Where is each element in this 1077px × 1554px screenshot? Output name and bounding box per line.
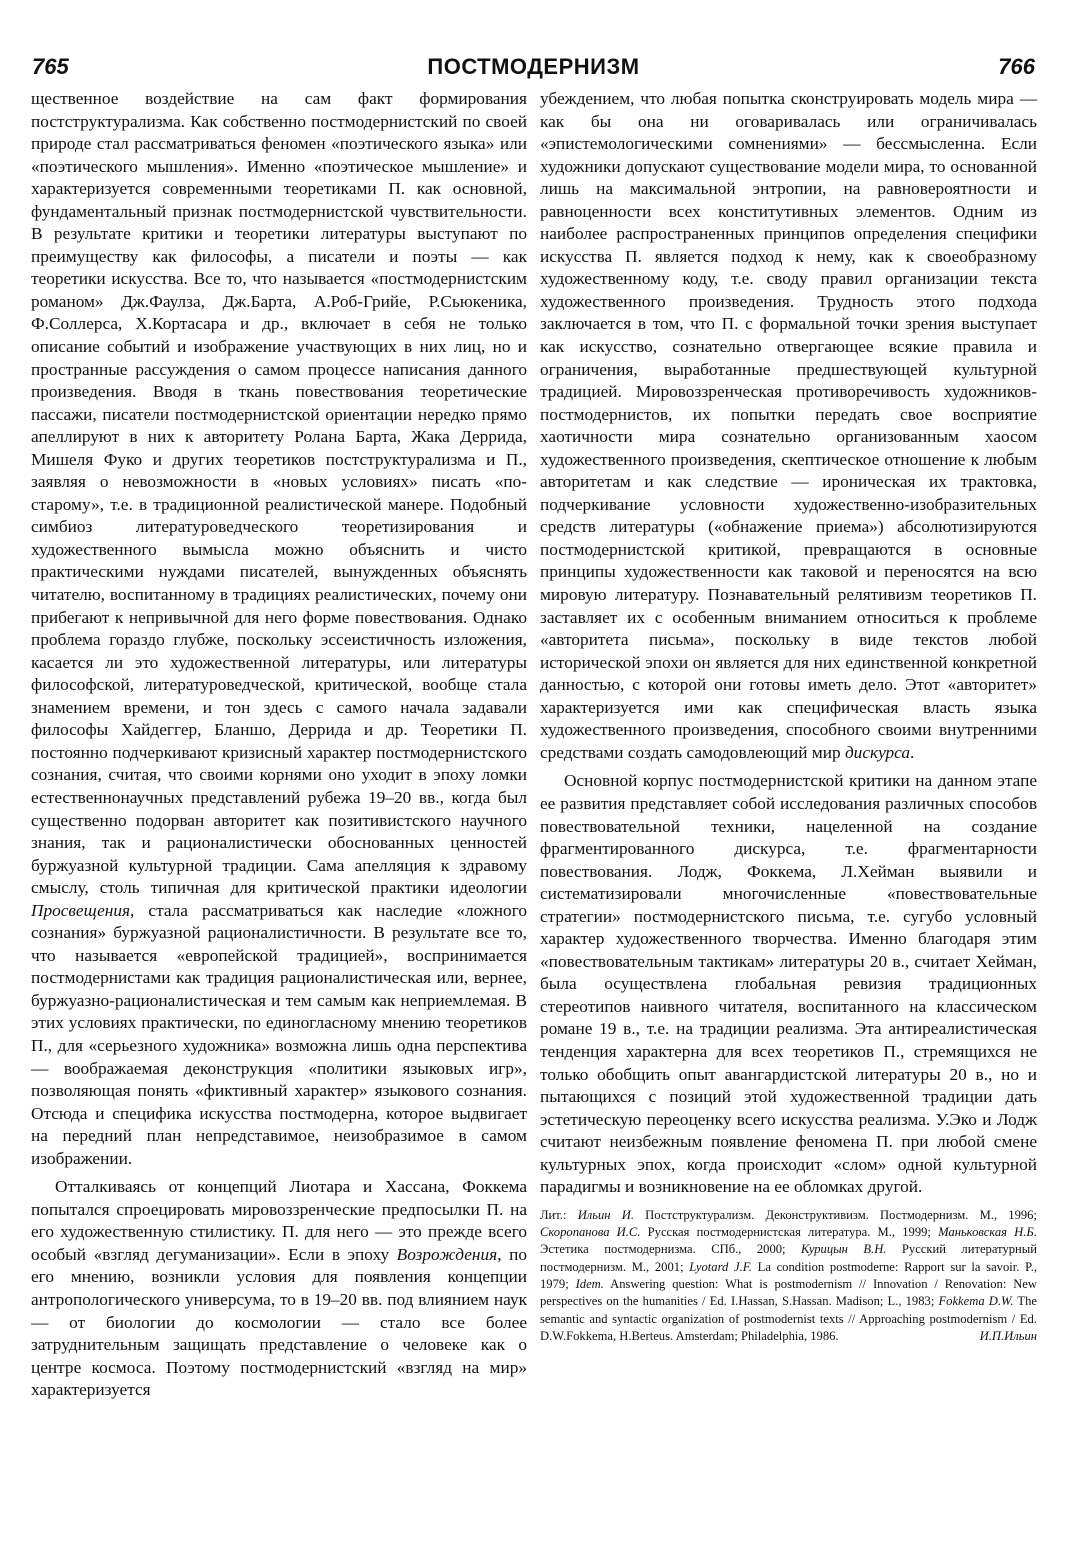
author-signature: И.П.Ильин xyxy=(979,1328,1037,1343)
lit-author-1: Ильин И. xyxy=(577,1207,634,1222)
right-p2-text: Основной корпус постмодернистской критики на данном этапе ее развития представляет собой исследования различных способов повествовательной техники, нацеленной на создание фрагментированного дискурса, т.е. фрагментарности повествования. Лодж, Фоккема, Л.Хейман выявили и систематизировали многочисленные «повествовательные стратегии» постмодернистского письма, т.е. сугубо условный характер художественного творчества. Именно благодаря этим «повествовательным тактикам» литературы 20 в., считает Хейман, была осуществлена глобальная ревизия традиционных стереотипов наивного читателя, воспитанного на классическом романе 19 в., т.е. на традиции реализма. Эта антиреалистическая тенденция характерна для всех теоретиков П., стремящихся не только обобщить опыт авангардистской литературы 20 в., но и пытающихся с позиций этой художественной традиции дать эстетическую переоценку всего искусства реализма. У.Эко и Лодж считают неизбежным появление феномена П. при любой смене культурных эпох, когда происходит «слом» одной культурной парадигмы и возникновение на ее обломках другой. xyxy=(540,771,1037,1197)
left-p2-tail: , по его мнению, возникли условия для появления концепции антропологического универсума, то в 19–20 вв. под влиянием наук — от биологии до космологии — стало все более затруднительным защищать представление о человеке как о центре космоса. Поэтому постмодернистский «взгляд на мир» характеризуется xyxy=(31,1244,527,1400)
page-number-left: 765 xyxy=(32,54,69,79)
lit-author-2: Скоропанова И.С. xyxy=(540,1225,641,1240)
page-number-right: 766 xyxy=(998,54,1035,79)
lit-author-3: Маньковская Н.Б. xyxy=(938,1225,1037,1240)
lit-author-6: Idem. xyxy=(575,1276,604,1291)
right-column xyxy=(540,88,1037,1345)
lit-ref-5: La condition postmoderne: Rapport sur la savoir. P., 1979; xyxy=(540,1259,1037,1291)
lit-author-5: Lyotard J.F. xyxy=(689,1259,752,1274)
left-paragraph-1 xyxy=(31,88,527,1170)
right-p1-text: убеждением, что любая попытка сконструировать модель мира — как бы она ни оговаривалась или ограничивалась «эпистемологическими сомнениями» — бессмысленна. Если художники допускают существование модели мира, то основанной лишь на максимальной энтропии, на равновероятности и равноценности всех конститутивных элементов. Одним из наиболее распространенных принципов определения специфики искусства П. является подход к нему, как к своеобразному художественному коду, т.е. своду правил организации текста художественного произведения. Трудность этого подхода заключается в том, что П. с формальной точки зрения выступает как искусство, сознательно отвергающее всякие правила и ограничения, выработанные предшествующей культурной традицией. Мировоззренческая противоречивость художников-постмодернистов, их попытки передать свое восприятие хаотичности мира сознательно организованным хаосом художественного произведения, скептическое отношение к любым авторитетам и как следствие — ироническая их трактовка, подчеркивание условности художественно-изобразительных средств литературы («обнажение приема») абсолютизируются постмодернистской критикой, превращаются в основные принципы художественности как таковой и переносятся на всю мировую литературу. Познавательный релятивизм теоретиков П. заставляет их с особенным вниманием относиться к проблеме «авторитета письма», поскольку в виде текстов любой исторической эпохи он является для них единственной конкретной данностью, с которой они готовы иметь дело. Этот «авторитет» характеризуется ими как специфическая власть языка художественного произведения, способного своими внутренними средствами создать самодовлеющий мир xyxy=(540,89,1037,762)
lit-ref-7: The semantic and syntactic organization of postmodernist texts // Approaching postmodernism / Ed. D.W.Fokkema, H.Berteus. Amsterdam; Philadelphia, 1986. xyxy=(540,1294,1037,1343)
lit-ref-6: Answering question: What is postmodernism // Innovation / Renovation: New perspectives on the humanities / Ed. I.Hassan, S.Hassan. Madison; L., 1983; xyxy=(540,1276,1037,1309)
lit-author-4: Курицын В.Н. xyxy=(801,1242,887,1257)
left-paragraph-2 xyxy=(31,1176,527,1401)
left-p1-emphasis: Просвещения xyxy=(31,900,130,920)
lit-ref-4: Русский литературный постмодернизм. М., 2001; xyxy=(540,1242,1037,1274)
literature-references xyxy=(540,1207,1037,1345)
lit-author-7: Fokkema D.W. xyxy=(938,1294,1014,1309)
running-title: ПОСТМОДЕРНИЗМ xyxy=(427,54,640,79)
lit-label: Лит.: xyxy=(540,1207,578,1222)
right-p1-tail: . xyxy=(910,742,915,762)
right-p1-emphasis: дискурса xyxy=(844,742,911,762)
left-p1-tail: , стала рассматриваться как наследие «ложного сознания» буржуазной рационалистичности. В результате все то, что называется «европейской традицией», воспринимается постмодернистами как традиция рационалистическая или, вернее, буржуазно-рационалистическая и тем самым как неприемлемая. В этих условиях практически, по единогласному мнению теоретиков П., для «серьезного художника» возможна лишь одна перспектива — воображаемая деконструкция «политики языковых игр», позволяющая понять «фиктивный характер» языкового сознания. Отсюда и специфика искусства постмодерна, которое выдвигает на передний план непредставимое, неизобразимое в самом изображении. xyxy=(31,900,527,1168)
lit-ref-2: Русская постмодернистская литература. М., 1999; xyxy=(640,1225,939,1240)
lit-ref-1: Постструктурализм. Деконструктивизм. Постмодернизм. М., 1996; xyxy=(633,1207,1037,1222)
left-p2-emphasis: Возрождения xyxy=(396,1244,498,1264)
lit-ref-3: Эстетика постмодернизма. СПб., 2000; xyxy=(540,1242,801,1257)
left-p2-text: Отталкиваясь от концепций Лиотара и Хассана, Фоккема попытался спроецировать мировоззренческие предпосылки П. на его художественную стилистику. П. для него — это прежде всего особый «взгляд дегуманизации». Если в эпоху xyxy=(31,1177,527,1264)
right-paragraph-1 xyxy=(540,88,1037,764)
running-header xyxy=(32,52,1035,86)
left-column xyxy=(31,88,527,1402)
left-p1-text: щественное воздействие на сам факт формирования постструктурализма. Как собственно постмодернистский по своей природе стал рассматриваться феномен «поэтического языка» или «поэтического мышления». Именно «поэтическое мышление» и характеризуется современными теоретиками П. как основной, фундаментальный признак постмодернистской чувствительности. В результате критики и теоретики литературы выступают по преимуществу как философы, а писатели и поэты — как теоретики искусства. Все то, что называется «постмодернистским романом» Дж.Фаулза, Дж.Барта, А.Роб-Грийе, Р.Сьюкеника, Ф.Соллерса, Х.Кортасара и др., включает в себя не только описание событий и изображение участвующих в них лиц, но и пространные рассуждения о самом процессе написания данного произведения. Вводя в ткань повествования теоретические пассажи, писатели постмодернистской ориентации нередко прямо апеллируют в них к авторитету Ролана Барта, Жака Деррида, Мишеля Фуко и других теоретиков постструктурализма и П., заявляя о невозможности в «новых условиях» писать «по-старому», т.е. в традиционной реалистической манере. Подобный симбиоз литературоведческого теоретизирования и художественного вымысла можно объяснить и чисто практическими нуждами писателей, вынужденных объяснять читателю, воспитанному в традициях реалистических, почему они прибегают к непривычной для него форме повествования. Однако проблема гораздо глубже, поскольку эссеистичность изложения, касается ли это художественной литературы, или литературы философской, литературоведческой, критической, вообще стала знамением времени, и тон здесь с самого начала задавали философы Хайдеггер, Бланшо, Деррида и др. Теоретики П. постоянно подчеркивают кризисный характер постмодернистского сознания, считая, что своими корнями оно уходит в эпоху ломки естественнонаучных представлений рубежа 19–20 вв., когда был существенно подорван авторитет как позитивистского научного знания, так и рационалистически обоснованных ценностей буржуазной культурной традиции. Сама апелляция к здравому смыслу, столь типичная для критической практики идеологии xyxy=(31,89,527,898)
right-paragraph-2 xyxy=(540,770,1037,1198)
